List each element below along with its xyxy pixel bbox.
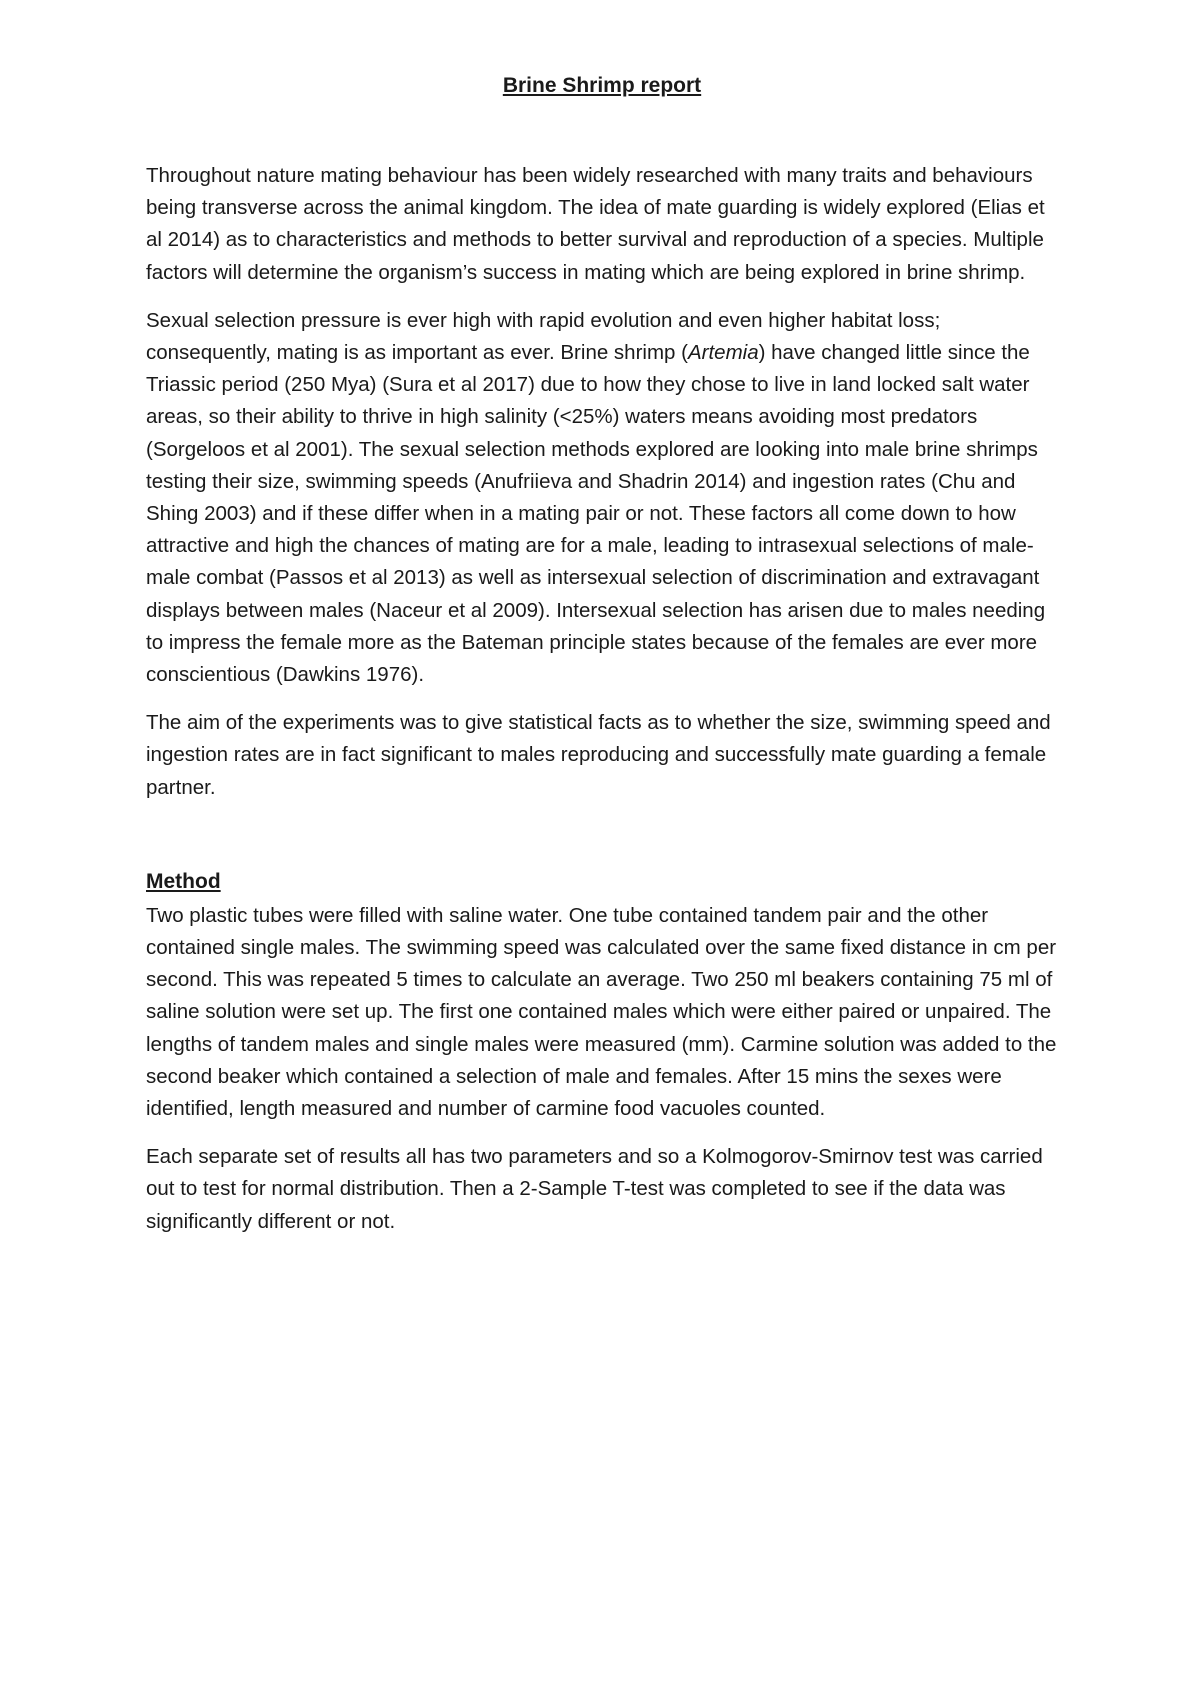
method-paragraph-2: Each separate set of results all has two parameters and so a Kolmogorov-Smirnov test was carried out to test for normal distribution. Then a 2-Sample T-test was completed to see if the data was significantly different or not. <box>146 1145 1043 1233</box>
document-title: Brine Shrimp report <box>502 74 702 97</box>
intro-paragraph-2 <box>146 305 1058 691</box>
intro-paragraph-2-start: Sexual selection pressure is ever high with rapid evolution and even higher habitat loss; consequently, mating is as important as ever. Brine shrimp ( <box>146 308 941 365</box>
species-name-italic: Artemia <box>687 341 759 365</box>
intro-paragraph-1: Throughout nature mating behaviour has been widely researched with many traits and behaviours being transverse across the animal kingdom. The idea of mate guarding is widely explored (Elias et al 2014) as to characteristics and methods to better survival and reproduction of a species. Multiple factors will determine the organism’s success in mating which are being explored in brine shrimp. <box>146 164 1045 284</box>
method-paragraph-1: Two plastic tubes were filled with saline water. One tube contained tandem pair and the other contained single males. The swimming speed was calculated over the same fixed distance in cm per second. This was repeated 5 times to calculate an average. Two 250 ml beakers containing 75 ml of saline solution were set up. The first one contained males which were either paired or unpaired. The lengths of tandem males and single males were measured (mm). Carmine solution was added to the second beaker which contained a selection of male and females. After 15 mins the sexes were identified, length measured and number of carmine food vacuoles counted. <box>146 903 1057 1121</box>
intro-paragraph-2-end: ) have changed little since the Triassic period (250 Mya) (Sura et al 2017) due to how they chose to live in land locked salt water areas, so their ability to thrive in high salinity (<25%) waters means avoiding most predators (Sorgeloos et al 2001). The sexual selection methods explored are looking into male brine shrimps testing their size, swimming speeds (Anufriieva and Shadrin 2014) and ingestion rates (Chu and Shing 2003) and if these differ when in a mating pair or not. These factors all come down to how attractive and high the chances of mating are for a male, leading to intrasexual selections of male-male combat (Passos et al 2013) as well as intersexual selection of discrimination and extravagant displays between males (Naceur et al 2009). Intersexual selection has arisen due to males needing to impress the female more as the Bateman principle states because of the females are ever more conscientious (Dawkins 1976). <box>146 341 1046 687</box>
document-body <box>146 70 1058 1238</box>
intro-paragraph-3: The aim of the experiments was to give statistical facts as to whether the size, swimming speed and ingestion rates are in fact significant to males reproducing and successfully mate guarding a female partner. <box>146 711 1051 799</box>
method-heading: Method <box>146 869 221 893</box>
